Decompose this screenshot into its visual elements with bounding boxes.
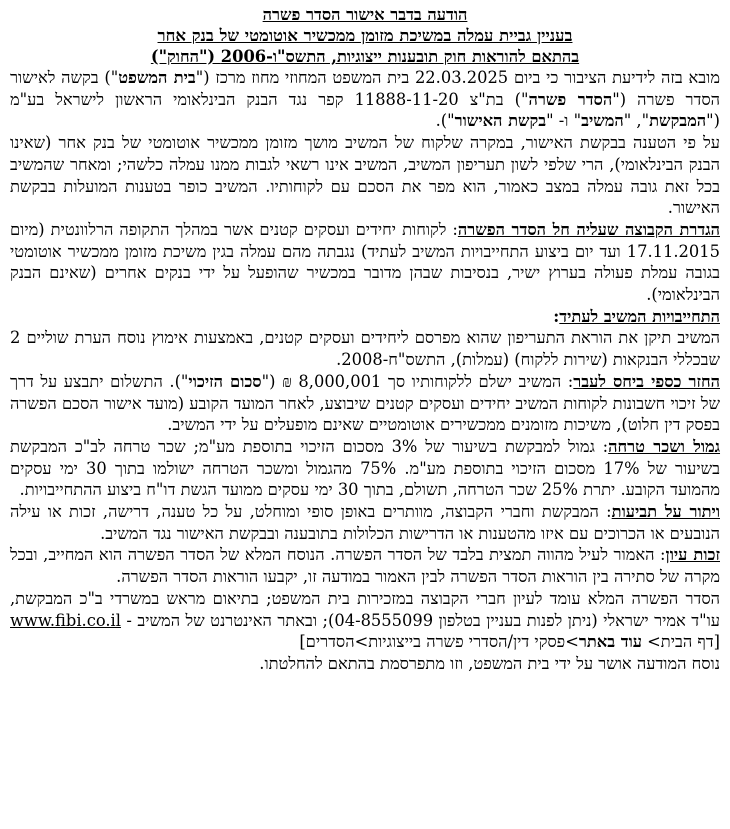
notice-subject: בעניין גביית עמלה במשיכת מזומן ממכשיר אוטומטי של בנק אחר — [157, 26, 573, 45]
more-on-site-term: עוד באתר — [578, 632, 642, 652]
motion-term: בקשת האישור — [454, 111, 547, 131]
intro-text-1: מובא בזה לידיעת הציבור כי ביום 22.03.2025 בית המשפט המחוזי מחוז מרכז (" — [195, 68, 720, 87]
intro-paragraph — [10, 67, 720, 132]
review-right-text: : האמור לעיל מהווה תמצית בלבד של הסדר הפשרה. הנוסח המלא של הסדר הפשרה הוא המחייב, ובכל מקרה של סתירה בין הוראות הסדר הפשרה לבין האמור במודעה זו, יקבעו הוראות הסדר הפשרה. — [10, 545, 720, 587]
respondent-term: המשיב — [581, 111, 624, 131]
refund-paragraph — [10, 371, 720, 436]
group-definition-paragraph — [10, 219, 720, 306]
fees-paragraph — [10, 436, 720, 501]
notice-law-reference: בהתאם להוראות חוק תובענות ייצוגיות, התשס"ו-2006 ("החוק") — [150, 47, 580, 66]
future-obligations-colon: : — [553, 306, 560, 326]
applicant-term: המבקשת — [649, 111, 707, 131]
intro-text-3: ") בת"צ 11888-11-20 קפר נגד הבנק הבינלאומי הראשון לישראל בע"מ (" — [10, 89, 720, 131]
waiver-text: : המבקשת וחברי הקבוצה, מוותרים באופן סופי ומוחלט, על כל טענה, דרישה, זכות או עילה הנובעים או הכרוכים עם איזו מהטענות או הדרישות הכלולות בתובענה ובבקשת האישור נגד המשיב. — [10, 502, 720, 543]
intro-text-2: ") בקשה לאישור הסדר פשרה (" — [10, 68, 721, 109]
refund-text-1: : המשיב ישלם ללקוחותיו סך 8,000,001 ₪ (" — [261, 371, 574, 391]
settlement-term: הסדר פשרה — [528, 89, 613, 109]
refund-sum-term: סכום הזיכוי — [188, 371, 262, 391]
refund-heading: החזר כספי ביחס לעבר — [573, 371, 720, 391]
fees-text: : גמול למבקשת בשיעור של 3% מסכום הזיכוי בתוספת מע"מ; שכר טרחה לב"כ המבקשת בשיעור של 17% מסכום הזיכוי בתוספת מע"מ. 75% מהגמול ומשכר הטרחה ישולמו בתוך 30 ימי עסקים מהמועד הקובע. יתרת 25% שכר הטרחה, תשולם, בתוך 30 ימי עסקים ממועד הגשת דו"ח ביצוע ההתחייבויות. — [10, 436, 721, 500]
access-text-3: >פסקי דין/הסדרי פשרה בייצוגיות>הסדרים] — [299, 632, 579, 652]
group-definition-heading: הגדרת הקבוצה שעליה חל הסדר הפשרה — [457, 219, 720, 239]
future-obligations-paragraph: המשיב תיקן את הוראת התעריפון שהוא מפרסם ליחידים ועסקים קטנים, באמצעות אימוץ נוסח הערת שוליים 2 שבכללי הבנקאות (שירות ללקוח) (עמלות), התשס"ח-2008. — [10, 328, 720, 370]
refund-text-2: "). התשלום יתבצע על דרך של זיכוי חשבונות לקוחות המשיב יחידים ועסקים קטנים שיבוצע, לאחר המועד הקובע (מועד אישור הסכם הפשרה בפסק דין חלוט), משיכות מזומנים ממכשירים אוטומטיים שאינם מופעלים על ידי המשיב. — [10, 371, 720, 435]
respondent-website-link[interactable]: www.fibi.co.il — [10, 610, 121, 630]
intro-text-4: ", " — [623, 111, 650, 131]
court-term: בית המשפט — [118, 68, 196, 87]
review-right-paragraph — [10, 544, 720, 587]
waiver-heading: ויתור על תביעות — [611, 502, 720, 522]
review-right-heading: זכות עיון — [665, 545, 720, 565]
closing-paragraph: נוסח המודעה אושר על ידי בית המשפט, וזו מתפרסמת בהתאם להחלטתו. — [259, 653, 720, 673]
future-obligations-heading: התחייבויות המשיב לעתיד — [559, 306, 720, 326]
future-obligations-heading-line — [10, 306, 720, 328]
fees-heading: גמול ושכר טרחה — [608, 436, 721, 456]
notice-title: הודעה בדבר אישור הסדר פשרה — [262, 5, 468, 24]
intro-text-5: " ו- " — [546, 111, 582, 131]
access-text-1: הסדר הפשרה המלא עומד לעיון חברי הקבוצה במזכירות בית המשפט; בתיאום מראש במשרדי ב"כ המבקשת, עו"ד אמיר ישראלי (ניתן לפנות בעניין בטלפון 04-8555099); ובאתר האינטרנט של המשיב - — [10, 588, 721, 630]
group-definition-text: : לקוחות יחידים ועסקים קטנים אשר במהלך התקופה הרלוונטית (מיום 17.11.2015 ועד יום ביצוע התחייבויות המשיב לעתיד) נגבתה מהם עמלה בגין משיכת מזומן ממכשיר אוטומטי בגובה עמלת פעולה בערוץ ישיר, בנסיבות שבהן מדובר במכשיר שהופעל על ידי בנקים אחרים (שאינם הבנק הבינלאומי). — [10, 219, 720, 305]
intro-text-6: "). — [435, 111, 455, 131]
access-text-2: [דף הבית> — [641, 632, 720, 652]
claim-paragraph: על פי הטענה בבקשת האישור, במקרה שלקוח של המשיב מושך מזומן ממכשיר אוטומטי של בנק אחר (שאינו הבנק הבינלאומי), הרי שלפי לשון תעריפון המשיב, המשיב אינו רשאי לגבות ממנו עמלה כלשהי; ומאחר שהמשיב בכל זאת גובה עמלה במצב כאמור, הוא מפר את הסכם עם לקוחותיו. המשיב כופר בטענות המועלות בבקשת האישור. — [10, 133, 720, 218]
waiver-paragraph — [10, 501, 720, 544]
access-paragraph — [10, 588, 720, 653]
